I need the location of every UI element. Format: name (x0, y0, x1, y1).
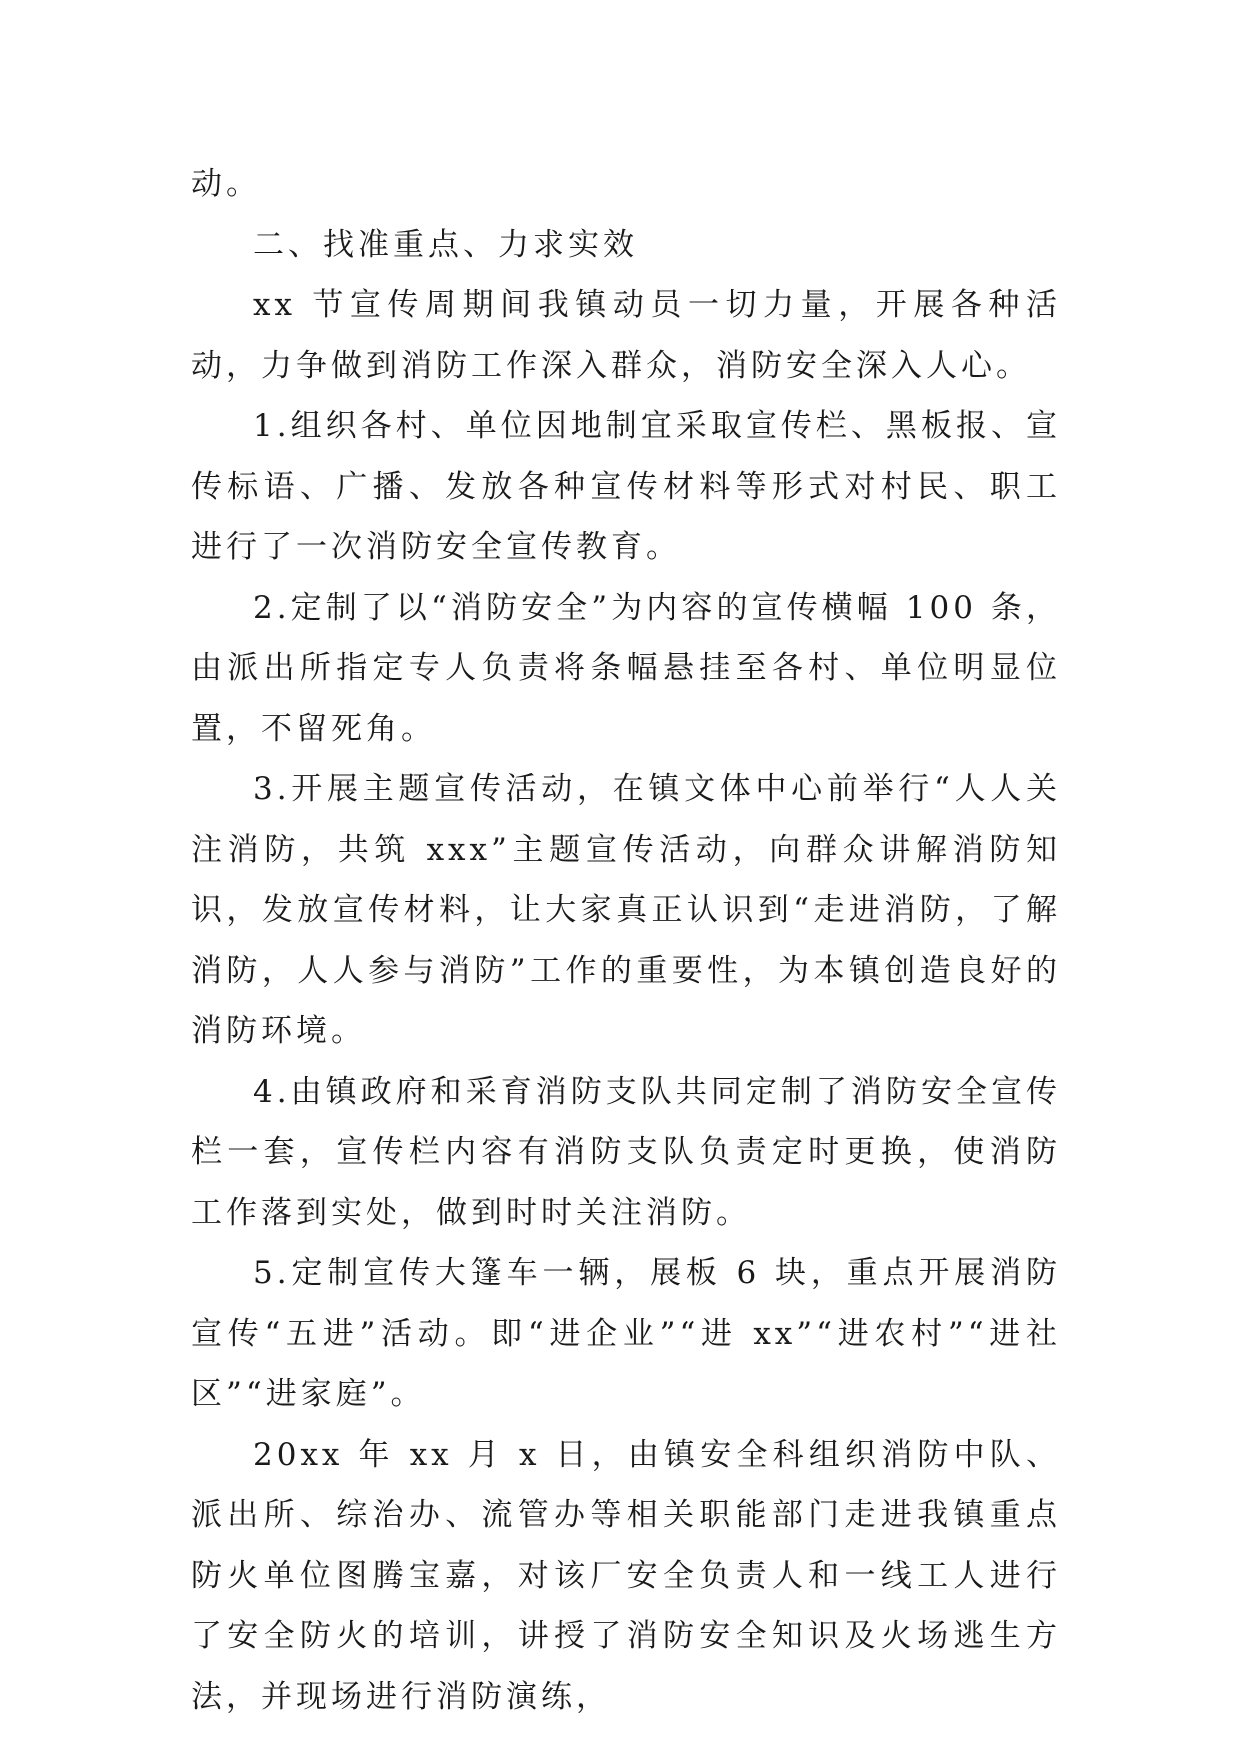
list-item-2: 2.定制了以“消防安全”为内容的宣传横幅 100 条，由派出所指定专人负责将条幅悬挂至各村、单位明显位置，不留死角。 (191, 589, 1061, 747)
list-item-5: 5.定制宣传大篷车一辆，展板 6 块，重点开展消防宣传“五进”活动。即“进企业”“进 xx”“进农村”“进社区”“进家庭”。 (191, 1255, 1061, 1412)
document-body (191, 154, 1061, 1727)
paragraph-continuation: 动。 (191, 166, 261, 202)
section-heading: 二、找准重点、力求实效 (253, 226, 638, 263)
list-item-1: 1.组织各村、单位因地制宜采取宣传栏、黑板报、宣传标语、广播、发放各种宣传材料等形式对村民、职工进行了一次消防安全宣传教育。 (191, 408, 1061, 565)
paragraph-training: 20xx 年 xx 月 x 日，由镇安全科组织消防中队、派出所、综治办、流管办等相关职能部门走进我镇重点防火单位图腾宝嘉，对该厂安全负责人和一线工人进行了安全防火的培训，讲授了消防安全知识及火场逃生方法，并现场进行消防演练， (191, 1436, 1061, 1715)
list-item-3: 3.开展主题宣传活动，在镇文体中心前举行“人人关注消防，共筑 xxx”主题宣传活动，向群众讲解消防知识，发放宣传材料，让大家真正认识到“走进消防，了解消防，人人参与消防”工作的重要性，为本镇创造良好的消防环境。 (191, 771, 1061, 1049)
list-item-4: 4.由镇政府和采育消防支队共同定制了消防安全宣传栏一套，宣传栏内容有消防支队负责定时更换，使消防工作落到实处，做到时时关注消防。 (191, 1073, 1061, 1231)
paragraph-intro: xx 节宣传周期间我镇动员一切力量，开展各种活动，力争做到消防工作深入群众，消防安全深入人心。 (191, 287, 1061, 384)
